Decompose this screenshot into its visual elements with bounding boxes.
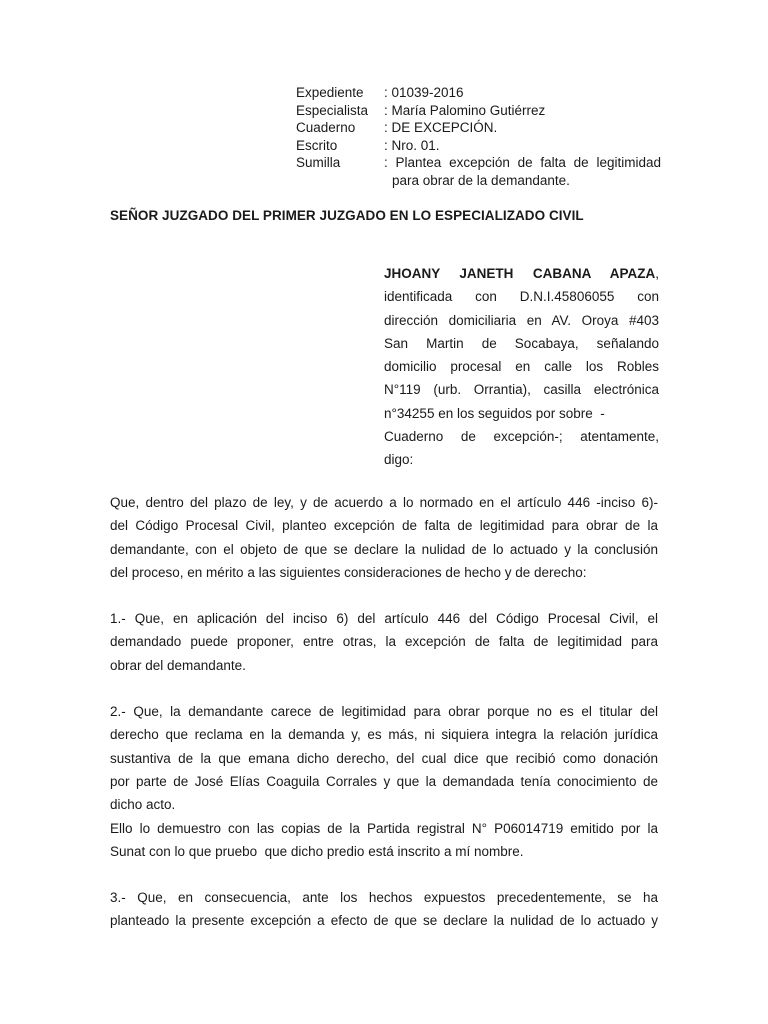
header-label: Expediente bbox=[296, 85, 364, 100]
header-row-especialista bbox=[296, 102, 661, 120]
text-line: Sunat con lo que pruebo que dicho predio está inscrito a mí nombre. bbox=[110, 843, 524, 859]
text-line: demandante, con el objeto de que se declare la nulidad de lo actuado y la conclusión bbox=[110, 541, 658, 557]
header-value bbox=[384, 154, 661, 189]
sumilla-line: para obrar de la demandante. bbox=[392, 172, 570, 188]
intro-paragraph bbox=[110, 491, 658, 584]
header-value: : María Palomino Gutiérrez bbox=[384, 102, 546, 118]
text-line: 3.- Que, en consecuencia, ante los hechos expuestos precedentemente, se ha bbox=[110, 890, 658, 906]
header-label: Cuaderno bbox=[296, 120, 356, 135]
header-row-expediente bbox=[296, 84, 661, 102]
text-line: demandado puede proponer, entre otras, la excepción de falta de legitimidad para bbox=[110, 634, 658, 650]
header-value: : Nro. 01. bbox=[384, 137, 440, 153]
header-value: : DE EXCEPCIÓN. bbox=[384, 120, 498, 135]
party-line: N°119 (urb. Orrantia), casilla electrónica bbox=[384, 382, 659, 398]
header-row-cuaderno bbox=[296, 119, 661, 137]
text-line: 1.- Que, en aplicación del inciso 6) del artículo 446 del Código Procesal Civil, el bbox=[110, 611, 658, 627]
sumilla-line: : Plantea excepción de falta de legitimidad bbox=[384, 155, 661, 170]
text-line: derecho que reclama en la demanda y, es más, ni siquiera integra la relación jurídica bbox=[110, 727, 658, 743]
text-line: Ello lo demuestro con las copias de la Partida registral N° P06014719 emitido por la bbox=[110, 820, 658, 836]
text-line: sustantiva de la que emana dicho derecho, del cual dice que recibió como donación bbox=[110, 750, 658, 766]
party-line: San Martin de Socabaya, señalando bbox=[384, 335, 659, 351]
text-line: planteado la presente excepción a efecto de que se declare la nulidad de lo actuado y bbox=[110, 913, 658, 929]
party-block bbox=[384, 262, 659, 472]
header-row-escrito bbox=[296, 137, 661, 155]
text-line: por parte de José Elías Coaguila Corrales y que la demandada tenía conocimiento de bbox=[110, 773, 658, 789]
text-line: obrar del demandante. bbox=[110, 657, 246, 673]
case-header bbox=[296, 84, 661, 189]
party-line: dirección domiciliaria en AV. Oroya #403 bbox=[384, 312, 659, 328]
text-line: del proceso, en mérito a las siguientes consideraciones de hecho y de derecho: bbox=[110, 564, 587, 580]
text-line: Que, dentro del plazo de ley, y de acuerdo a lo normado en el artículo 446 -inciso 6)- bbox=[110, 495, 658, 510]
party-line: n°34255 en los seguidos por sobre - bbox=[384, 405, 605, 421]
header-value: : 01039-2016 bbox=[384, 85, 464, 100]
party-line: domicilio procesal en calle los Robles bbox=[384, 359, 659, 375]
header-row-sumilla bbox=[296, 154, 661, 189]
party-name: JHOANY JANETH CABANA APAZA bbox=[384, 266, 656, 281]
text-line: dicho acto. bbox=[110, 797, 176, 813]
point-3-paragraph bbox=[110, 886, 658, 933]
point-2-paragraph bbox=[110, 700, 658, 816]
point-1-paragraph bbox=[110, 607, 658, 677]
document-body bbox=[110, 491, 658, 956]
text-line: 2.- Que, la demandante carece de legitimidad para obrar porque no es el titular del bbox=[110, 704, 658, 720]
party-line: digo: bbox=[384, 452, 414, 468]
party-name-line: JHOANY JANETH CABANA APAZA, bbox=[384, 266, 659, 281]
party-line: Cuaderno de excepción-; atentamente, bbox=[384, 429, 659, 445]
party-line: identificada con D.N.I.45806055 con bbox=[384, 289, 659, 305]
header-label: Escrito bbox=[296, 137, 338, 153]
header-label: Sumilla bbox=[296, 155, 341, 170]
addressee-heading: SEÑOR JUZGADO DEL PRIMER JUZGADO EN LO ESPECIALIZADO CIVIL bbox=[110, 208, 584, 223]
text-line: del Código Procesal Civil, planteo excepción de falta de legitimidad para obrar de la bbox=[110, 518, 658, 534]
point-2-evidence-paragraph bbox=[110, 817, 658, 864]
header-label: Especialista bbox=[296, 102, 369, 118]
